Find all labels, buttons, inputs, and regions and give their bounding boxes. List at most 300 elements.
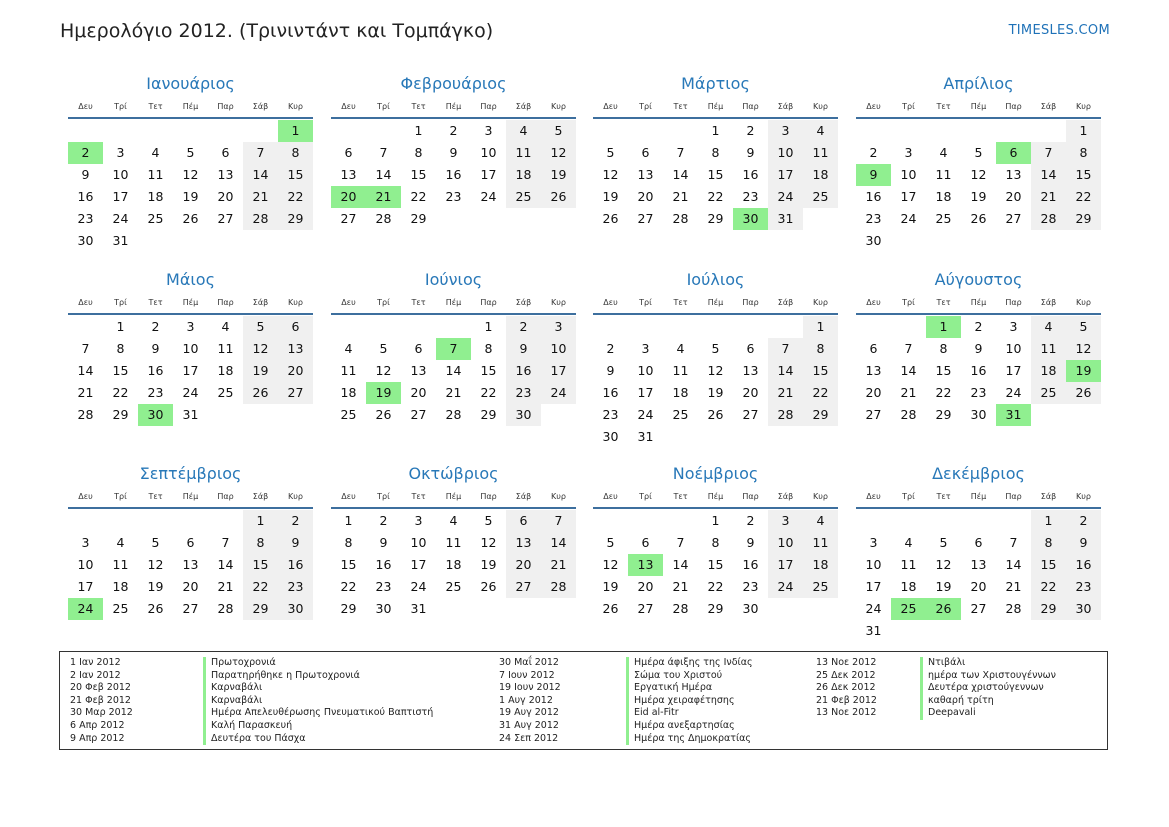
day-cell: 14 (1005, 557, 1022, 572)
day-cell: 11 (935, 167, 952, 182)
day-cell: 2 (746, 123, 755, 138)
day-cell: 16 (865, 189, 882, 204)
legend-holiday-name: καθαρή τρίτη (920, 695, 1056, 708)
day-cell: 22 (410, 189, 427, 204)
day-cell: 12 (602, 557, 619, 572)
day-cell: 17 (77, 579, 94, 594)
day-cell: 29 (410, 211, 427, 226)
day-cell: 14 (900, 363, 917, 378)
day-cell: 17 (480, 167, 497, 182)
day-cell: 8 (243, 532, 278, 554)
day-cell: 23 (147, 385, 164, 400)
days-grid (68, 120, 313, 252)
day-cell: 22 (707, 189, 724, 204)
day-cell: 2 (379, 513, 388, 528)
weekday-label: Δευ (341, 492, 356, 501)
day-cell: 28 (375, 211, 392, 226)
day-cell: 18 (935, 189, 952, 204)
day-cell: 7 (676, 145, 685, 160)
day-cell: 26 (970, 211, 987, 226)
day-cell: 21 (77, 385, 94, 400)
weekday-label: Τετ (673, 492, 688, 501)
day-cell: 9 (278, 532, 313, 554)
holiday-legend (59, 651, 1108, 750)
month-name: Φεβρουάριος (400, 74, 507, 93)
day-cell: 2 (449, 123, 458, 138)
weekday-label: Τετ (148, 492, 163, 501)
weekday-label: Δευ (866, 492, 881, 501)
legend-date: 9 Απρ 2012 (70, 732, 125, 744)
holiday-day-cell: 21 (366, 186, 401, 208)
day-cell: 3 (768, 510, 803, 532)
day-cell: 25 (147, 211, 164, 226)
holiday-day-cell: 19 (366, 382, 401, 404)
legend-date: 6 Απρ 2012 (70, 719, 125, 731)
day-cell: 10 (865, 557, 882, 572)
day-cell: 16 (742, 557, 759, 572)
day-cell: 27 (865, 407, 882, 422)
weekday-label: Πέμ (707, 492, 724, 501)
day-cell: 15 (278, 164, 313, 186)
day-cell: 31 (112, 233, 129, 248)
legend-date: 1 Ιαν 2012 (70, 657, 121, 668)
weekday-label: Τρί (377, 492, 390, 501)
day-cell: 14 (243, 164, 278, 186)
day-cell: 21 (672, 579, 689, 594)
holiday-day-cell: 1 (926, 316, 961, 338)
day-cell: 14 (375, 167, 392, 182)
day-cell: 12 (541, 142, 576, 164)
day-cell: 25 (803, 576, 838, 598)
day-cell: 2 (151, 319, 160, 334)
days-grid (593, 510, 838, 642)
weekday-label: Τρί (377, 102, 390, 111)
day-cell: 11 (112, 557, 129, 572)
day-cell: 15 (480, 363, 497, 378)
day-cell: 10 (480, 145, 497, 160)
legend-holiday-name: Καρναβάλι (203, 682, 433, 695)
month-name: Ιανουάριος (146, 74, 235, 93)
day-cell: 8 (116, 341, 125, 356)
month-name: Ιούνιος (424, 270, 483, 289)
day-cell: 20 (1005, 189, 1022, 204)
day-cell: 30 (278, 598, 313, 620)
day-cell: 26 (243, 382, 278, 404)
day-cell: 3 (116, 145, 125, 160)
day-cell: 13 (410, 363, 427, 378)
weekday-header (331, 293, 576, 315)
weekday-label: Παρ (1005, 298, 1022, 307)
month-name: Μάιος (166, 270, 215, 289)
day-cell: 3 (1009, 319, 1018, 334)
weekday-label: Παρ (480, 298, 497, 307)
holiday-day-cell: 30 (138, 404, 173, 426)
month-name: Απρίλιος (943, 74, 1014, 93)
weekday-label: Παρ (217, 298, 234, 307)
day-cell: 14 (672, 557, 689, 572)
legend-holiday-name: Πρωτοχρονιά (203, 657, 433, 670)
day-cell: 28 (672, 211, 689, 226)
day-cell: 23 (742, 189, 759, 204)
day-cell: 29 (803, 404, 838, 426)
legend-holiday-name: Ημέρα άφιξης της Ινδίας (626, 657, 753, 670)
day-cell: 18 (672, 385, 689, 400)
month-block (856, 463, 1101, 642)
day-cell: 30 (506, 404, 541, 426)
day-cell: 13 (1005, 167, 1022, 182)
weekday-label: Σάβ (777, 102, 794, 111)
day-cell: 29 (1066, 208, 1101, 230)
day-cell: 10 (637, 363, 654, 378)
day-cell: 12 (602, 167, 619, 182)
day-cell: 27 (506, 576, 541, 598)
day-cell: 19 (182, 189, 199, 204)
day-cell: 29 (707, 211, 724, 226)
day-cell: 28 (445, 407, 462, 422)
legend-names-col-1 (203, 657, 433, 745)
day-cell: 31 (865, 623, 882, 638)
day-cell: 14 (445, 363, 462, 378)
day-cell: 6 (746, 341, 755, 356)
month-block (331, 269, 576, 448)
day-cell: 19 (602, 189, 619, 204)
day-cell: 24 (637, 407, 654, 422)
legend-holiday-name: Deepavali (920, 707, 1056, 720)
day-cell: 3 (641, 341, 650, 356)
day-cell: 28 (77, 407, 94, 422)
weekday-label: Δευ (78, 102, 93, 111)
day-cell: 26 (1066, 382, 1101, 404)
day-cell: 10 (768, 532, 803, 554)
day-cell: 14 (672, 167, 689, 182)
legend-holiday-name: Παρατηρήθηκε η Πρωτοχρονιά (203, 670, 433, 683)
day-cell: 6 (641, 535, 650, 550)
day-cell: 18 (445, 557, 462, 572)
month-name: Οκτώβριος (408, 464, 499, 483)
day-cell: 26 (707, 407, 724, 422)
day-cell: 6 (221, 145, 230, 160)
weekday-label: Τετ (148, 298, 163, 307)
day-cell: 1 (711, 513, 720, 528)
weekday-header (593, 293, 838, 315)
day-cell: 19 (970, 189, 987, 204)
day-cell: 5 (974, 145, 983, 160)
holiday-day-cell: 13 (628, 554, 663, 576)
day-cell: 17 (900, 189, 917, 204)
day-cell: 18 (217, 363, 234, 378)
day-cell: 30 (77, 233, 94, 248)
legend-date: 1 Αυγ 2012 (499, 694, 553, 706)
day-cell: 4 (939, 145, 948, 160)
day-cell: 20 (637, 189, 654, 204)
day-cell: 5 (379, 341, 388, 356)
day-cell: 20 (278, 360, 313, 382)
days-grid (331, 510, 576, 642)
day-cell: 6 (344, 145, 353, 160)
legend-date: 2 Ιαν 2012 (70, 669, 121, 681)
day-cell: 13 (340, 167, 357, 182)
legend-names-col-3 (920, 657, 1056, 720)
day-cell: 24 (1005, 385, 1022, 400)
day-cell: 6 (278, 316, 313, 338)
weekday-label: Πέμ (970, 492, 987, 501)
day-cell: 24 (410, 579, 427, 594)
day-cell: 2 (606, 341, 615, 356)
weekday-label: Πέμ (182, 492, 199, 501)
day-cell: 24 (900, 211, 917, 226)
day-cell: 4 (344, 341, 353, 356)
day-cell: 23 (77, 211, 94, 226)
day-cell: 11 (900, 557, 917, 572)
day-cell: 18 (803, 554, 838, 576)
legend-date: 19 Αυγ 2012 (499, 707, 559, 719)
weekday-label: Σάβ (1040, 492, 1057, 501)
day-cell: 5 (939, 535, 948, 550)
day-cell: 21 (900, 385, 917, 400)
weekday-header (68, 487, 313, 509)
day-cell: 23 (375, 579, 392, 594)
weekday-label: Πέμ (970, 102, 987, 111)
day-cell: 18 (506, 164, 541, 186)
day-cell: 10 (410, 535, 427, 550)
day-cell: 23 (742, 579, 759, 594)
days-grid (68, 316, 313, 448)
weekday-label: Κυρ (813, 492, 828, 501)
month-name: Αύγουστος (934, 270, 1023, 289)
day-cell: 4 (803, 510, 838, 532)
day-cell: 17 (865, 579, 882, 594)
day-cell: 31 (410, 601, 427, 616)
day-cell: 16 (742, 167, 759, 182)
day-cell: 30 (865, 233, 882, 248)
day-cell: 23 (1066, 576, 1101, 598)
holiday-day-cell: 6 (996, 142, 1031, 164)
day-cell: 31 (637, 429, 654, 444)
weekday-label: Πέμ (182, 298, 199, 307)
weekday-label: Πέμ (182, 102, 199, 111)
holiday-day-cell: 7 (436, 338, 471, 360)
holiday-day-cell: 19 (1066, 360, 1101, 382)
holiday-day-cell: 25 (891, 598, 926, 620)
weekday-label: Τετ (936, 298, 951, 307)
day-cell: 12 (147, 557, 164, 572)
weekday-label: Κυρ (288, 298, 303, 307)
day-cell: 7 (676, 535, 685, 550)
day-cell: 10 (1005, 341, 1022, 356)
day-cell: 17 (1005, 363, 1022, 378)
day-cell: 24 (480, 189, 497, 204)
weekday-label: Δευ (866, 298, 881, 307)
weekday-label: Παρ (742, 102, 759, 111)
weekday-label: Κυρ (1076, 492, 1091, 501)
day-cell: 1 (1031, 510, 1066, 532)
day-cell: 8 (278, 142, 313, 164)
weekday-label: Σάβ (777, 492, 794, 501)
day-cell: 9 (746, 535, 755, 550)
weekday-label: Τρί (114, 492, 127, 501)
day-cell: 20 (970, 579, 987, 594)
day-cell: 2 (1066, 510, 1101, 532)
day-cell: 8 (803, 338, 838, 360)
day-cell: 1 (711, 123, 720, 138)
day-cell: 14 (541, 532, 576, 554)
weekday-label: Τετ (411, 298, 426, 307)
weekday-header (856, 293, 1101, 315)
weekday-label: Δευ (341, 298, 356, 307)
day-cell: 24 (865, 601, 882, 616)
weekday-label: Σάβ (1040, 298, 1057, 307)
day-cell: 18 (340, 385, 357, 400)
brand-link[interactable]: TIMESLES.COM (1008, 23, 1110, 38)
day-cell: 8 (1066, 142, 1101, 164)
day-cell: 15 (803, 360, 838, 382)
day-cell: 1 (116, 319, 125, 334)
day-cell: 10 (541, 338, 576, 360)
day-cell: 5 (541, 120, 576, 142)
day-cell: 19 (147, 579, 164, 594)
day-cell: 16 (970, 363, 987, 378)
day-cell: 19 (243, 360, 278, 382)
month-block (331, 463, 576, 642)
weekday-label: Κυρ (1076, 298, 1091, 307)
month-block (593, 463, 838, 642)
day-cell: 28 (768, 404, 803, 426)
day-cell: 8 (711, 535, 720, 550)
day-cell: 25 (445, 579, 462, 594)
legend-holiday-name: Ντιβάλι (920, 657, 1056, 670)
day-cell: 22 (803, 382, 838, 404)
day-cell: 9 (151, 341, 160, 356)
day-cell: 12 (182, 167, 199, 182)
day-cell: 1 (414, 123, 423, 138)
day-cell: 18 (112, 579, 129, 594)
weekday-label: Παρ (742, 298, 759, 307)
weekday-header (68, 97, 313, 119)
day-cell: 10 (182, 341, 199, 356)
weekday-label: Σάβ (252, 492, 269, 501)
days-grid (593, 316, 838, 448)
days-grid (331, 120, 576, 252)
day-cell: 3 (414, 513, 423, 528)
day-cell: 22 (112, 385, 129, 400)
month-block (68, 73, 313, 252)
month-block (331, 73, 576, 252)
month-name: Σεπτέμβριος (139, 464, 242, 483)
day-cell: 15 (935, 363, 952, 378)
day-cell: 12 (480, 535, 497, 550)
weekday-label: Κυρ (551, 298, 566, 307)
weekday-label: Παρ (217, 492, 234, 501)
holiday-day-cell: 30 (733, 208, 768, 230)
day-cell: 27 (970, 601, 987, 616)
day-cell: 28 (217, 601, 234, 616)
weekday-label: Σάβ (252, 298, 269, 307)
day-cell: 11 (217, 341, 234, 356)
day-cell: 27 (340, 211, 357, 226)
day-cell: 15 (410, 167, 427, 182)
day-cell: 25 (217, 385, 234, 400)
day-cell: 4 (449, 513, 458, 528)
day-cell: 13 (278, 338, 313, 360)
day-cell: 15 (340, 557, 357, 572)
day-cell: 2 (974, 319, 983, 334)
day-cell: 29 (278, 208, 313, 230)
day-cell: 6 (641, 145, 650, 160)
day-cell: 22 (340, 579, 357, 594)
day-cell: 23 (865, 211, 882, 226)
day-cell: 22 (935, 385, 952, 400)
day-cell: 26 (182, 211, 199, 226)
day-cell: 23 (602, 407, 619, 422)
day-cell: 1 (344, 513, 353, 528)
day-cell: 25 (672, 407, 689, 422)
day-cell: 26 (602, 601, 619, 616)
day-cell: 14 (217, 557, 234, 572)
day-cell: 5 (243, 316, 278, 338)
page-title: Ημερολόγιο 2012. (Τρινιντάντ και Τομπάγκο) (60, 20, 494, 42)
day-cell: 5 (186, 145, 195, 160)
day-cell: 21 (217, 579, 234, 594)
weekday-label: Τρί (639, 102, 652, 111)
day-cell: 9 (746, 145, 755, 160)
day-cell: 18 (900, 579, 917, 594)
weekday-label: Τρί (639, 298, 652, 307)
day-cell: 22 (1031, 576, 1066, 598)
day-cell: 11 (672, 363, 689, 378)
legend-date: 7 Ιουν 2012 (499, 669, 555, 681)
weekday-header (68, 293, 313, 315)
day-cell: 9 (506, 338, 541, 360)
day-cell: 19 (935, 579, 952, 594)
day-cell: 21 (541, 554, 576, 576)
weekday-label: Παρ (742, 492, 759, 501)
day-cell: 2 (869, 145, 878, 160)
day-cell: 7 (904, 341, 913, 356)
legend-date: 26 Δεκ 2012 (816, 682, 876, 694)
day-cell: 22 (707, 579, 724, 594)
legend-date: 19 Ιουν 2012 (499, 682, 561, 694)
weekday-label: Τετ (673, 298, 688, 307)
day-cell: 26 (147, 601, 164, 616)
day-cell: 18 (803, 164, 838, 186)
day-cell: 8 (711, 145, 720, 160)
day-cell: 23 (970, 385, 987, 400)
day-cell: 17 (637, 385, 654, 400)
day-cell: 21 (1031, 186, 1066, 208)
day-cell: 15 (1031, 554, 1066, 576)
weekday-label: Σάβ (515, 492, 532, 501)
weekday-label: Κυρ (813, 102, 828, 111)
day-cell: 19 (541, 164, 576, 186)
days-grid (856, 316, 1101, 448)
day-cell: 4 (221, 319, 230, 334)
day-cell: 14 (768, 360, 803, 382)
legend-date: 20 Φεβ 2012 (70, 682, 131, 694)
day-cell: 23 (445, 189, 462, 204)
day-cell: 21 (243, 186, 278, 208)
day-cell: 19 (602, 579, 619, 594)
weekday-label: Τετ (936, 102, 951, 111)
day-cell: 27 (637, 601, 654, 616)
day-cell: 27 (742, 407, 759, 422)
weekday-label: Πέμ (970, 298, 987, 307)
day-cell: 28 (900, 407, 917, 422)
weekday-label: Τετ (411, 492, 426, 501)
weekday-header (593, 487, 838, 509)
day-cell: 7 (81, 341, 90, 356)
weekday-header (593, 97, 838, 119)
weekday-label: Δευ (603, 298, 618, 307)
